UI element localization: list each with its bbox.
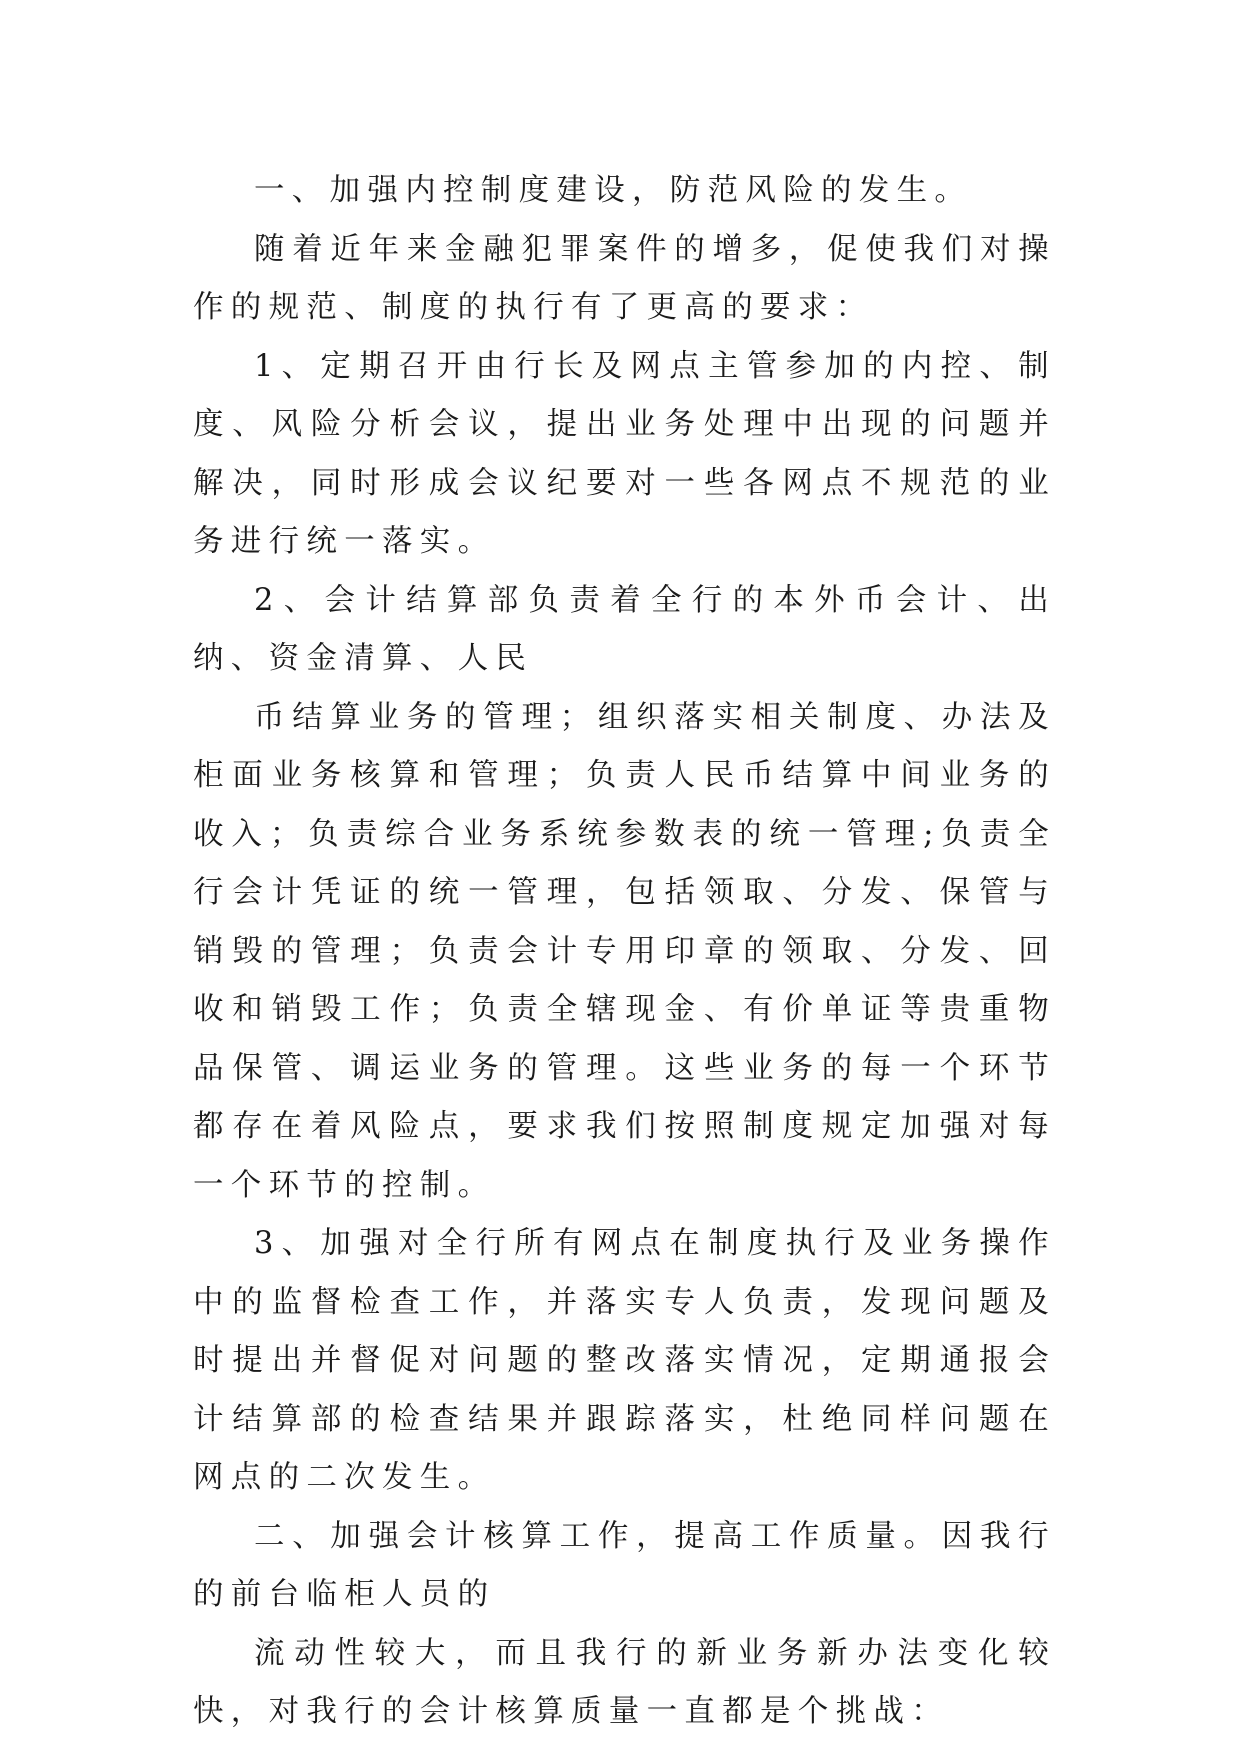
paragraph-item-1: 1、定期召开由行长及网点主管参加的内控、制度、风险分析会议，提出业务处理中出现的问题并解决，同时形成会议纪要对一些各网点不规范的业务进行统一落实。 [193, 348, 1056, 559]
paragraph-intro: 随着近年来金融犯罪案件的增多，促使我们对操作的规范、制度的执行有了更高的要求： [193, 231, 1056, 325]
document-body [193, 162, 1056, 1742]
section-heading-1: 一、加强内控制度建设，防范风险的发生。 [254, 173, 973, 208]
paragraph-item-2-continued: 币结算业务的管理；组织落实相关制度、办法及柜面业务核算和管理；负责人民币结算中间业务的收入；负责综合业务系统参数表的统一管理;负责全行会计凭证的统一管理，包括领取、分发、保管与销毁的管理；负责会计专用印章的领取、分发、回收和销毁工作；负责全辖现金、有价单证等贵重物品保管、调运业务的管理。这些业务的每一个环节都存在着风险点，要求我们按照制度规定加强对每一个环节的控制。 [193, 699, 1056, 1203]
paragraph-item-3: 3、加强对全行所有网点在制度执行及业务操作中的监督检查工作，并落实专人负责，发现问题及时提出并督促对问题的整改落实情况，定期通报会计结算部的检查结果并跟踪落实，杜绝同样问题在网点的二次发生。 [193, 1226, 1056, 1495]
paragraph-section-2-continued: 流动性较大，而且我行的新业务新办法变化较快，对我行的会计核算质量一直都是个挑战： [193, 1635, 1056, 1729]
paragraph-item-2: 2、会计结算部负责着全行的本外币会计、出纳、资金清算、人民 [193, 582, 1056, 676]
section-heading-2: 二、加强会计核算工作，提高工作质量。因我行的前台临柜人员的 [193, 1518, 1056, 1612]
